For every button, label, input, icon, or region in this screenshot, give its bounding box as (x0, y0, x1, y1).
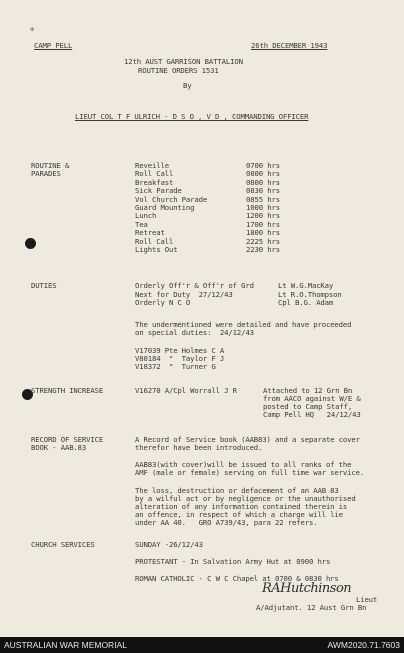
by-label: By (183, 81, 192, 90)
routine-event: Sick Parade (135, 186, 182, 196)
routine-time: 0800 hrs (246, 177, 280, 187)
record-para2-line2: AMF (male or female) serving on full time war service. (135, 468, 365, 477)
strength-detail-1: Attached to 12 Grn Bn (263, 386, 353, 395)
record-para3-line1: The loss, destruction or defacement of an AAB 83 (135, 486, 339, 495)
routine-event: Lights Out (135, 245, 178, 254)
duty-officer: Lt R.O.Thompson (278, 289, 342, 299)
strength-detail-3: posted to Camp Staff, (263, 402, 353, 411)
location: CAMP PELL (34, 41, 73, 50)
record-heading-2: BOOK - AAB.83 (31, 443, 87, 452)
routine-event: Breakfast (135, 177, 174, 187)
strength-detail-2: from AACO against W/E & (263, 394, 361, 403)
routine-event: Roll Call (135, 169, 174, 179)
routine-heading-1: ROUTINE & (31, 161, 70, 170)
handwritten-signature: RAHutchinson (262, 581, 352, 596)
special-duties-line-1: The undermentioned were detailed and have proceeded (135, 320, 352, 329)
routine-time: 1200 hrs (246, 211, 280, 221)
signatory-title: A/Adjutant. 12 Aust Grn Bn (256, 603, 367, 612)
commanding-officer: LIEUT COL T F ULRICH - D S O , V D , COMMANDING OFFICER (75, 112, 309, 121)
order-date: 26th DECEMBER 1943 (251, 41, 328, 50)
routine-time: 2225 hrs (246, 236, 280, 246)
routine-heading-2: PARADES (31, 169, 61, 178)
detailed-man-1: V17039 Pte Holmes C A (135, 346, 225, 355)
accession-number: AWM2020.71.7603 (327, 640, 400, 650)
record-para1-line2: therefor have been introduced. (135, 443, 263, 452)
routine-event: Roll Call (135, 236, 174, 246)
routine-time: 1800 hrs (246, 228, 280, 238)
record-para3-line2: by a wilful act or by negligence or the unauthorised (135, 494, 356, 503)
duty-officer: Cpl B.G. Adam (278, 298, 334, 308)
record-para3-line5: under AA 40. GRO A739/43, para 22 refers. (135, 518, 318, 527)
unit-name: 12th AUST GARRISON BATTALION (124, 57, 243, 66)
duty-role: Orderly N C O (135, 298, 191, 308)
duty-officer: Lt W.G.MacKay (278, 281, 334, 290)
routine-time: 2230 hrs (246, 245, 280, 254)
orders-number: ROUTINE ORDERS 1531 (138, 66, 219, 75)
strength-entry: V16270 A/Cpl Worrall J R (135, 386, 237, 395)
record-para1-line1: A Record of Service book (AAB83) and a separate cover (135, 435, 360, 444)
routine-time: 1000 hrs (246, 203, 280, 212)
strength-heading: STRENGTH INCREASE (31, 386, 104, 395)
record-para2-line1: AAB83(with cover)will be issued to all ranks of the (135, 460, 352, 469)
routine-event: Lunch (135, 211, 157, 221)
routine-event: Vol Church Parade (135, 194, 208, 204)
routine-event: Reveille (135, 161, 169, 170)
detailed-man-3: V18372 " Turner G (135, 362, 216, 371)
routine-time: 0700 hrs (246, 161, 280, 170)
punch-hole-top (25, 238, 36, 249)
church-heading: CHURCH SERVICES (31, 540, 95, 549)
duties-heading: DUTIES (31, 281, 57, 290)
routine-time: 0830 hrs (246, 186, 280, 196)
duty-role: Next for Duty 27/12/43 (135, 289, 233, 299)
routine-time: 0855 hrs (246, 194, 280, 204)
detailed-man-2: V80184 " Taylor F J (135, 354, 225, 363)
signatory-rank: Lieut (356, 595, 378, 604)
routine-event: Retreat (135, 228, 165, 238)
record-para3-line4: an offence, in respect of which a charge will lie (135, 510, 343, 519)
duty-role: Orderly Off'r & Off'r of Grd (135, 281, 254, 290)
routine-time: 1700 hrs (246, 219, 280, 229)
catholic-service: ROMAN CATHOLIC - C W C Chapel at 0700 & 0830 hrs (135, 574, 339, 583)
church-date: SUNDAY -26/12/43 (135, 540, 203, 549)
record-heading-1: RECORD OF SERVICE (31, 435, 104, 444)
archive-footer (0, 637, 404, 653)
routine-time: 0800 hrs (246, 169, 280, 179)
archive-name: AUSTRALIAN WAR MEMORIAL (4, 640, 127, 650)
strength-detail-4: Camp Pell HQ 24/12/43 (263, 410, 361, 419)
pencil-mark: ✢ (30, 25, 35, 33)
special-duties-line-2: on special duties: 24/12/43 (135, 328, 254, 337)
routine-event: Guard Mounting (135, 203, 195, 212)
protestant-service: PROTESTANT - In Salvation Army Hut at 0900 hrs (135, 557, 331, 566)
routine-event: Tea (135, 219, 148, 229)
record-para3-line3: alteration of any information contained therein is (135, 502, 348, 511)
